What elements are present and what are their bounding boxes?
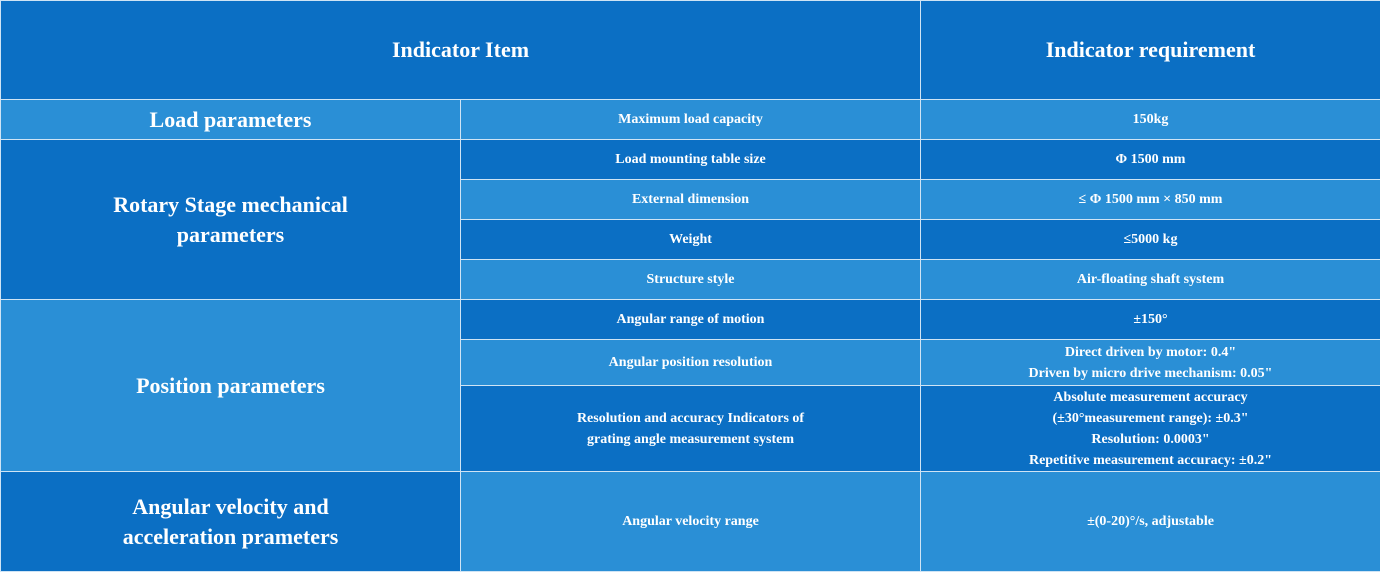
header-indicator-item: Indicator Item: [1, 1, 921, 100]
category-rotary-line-1: Rotary Stage mechanical: [7, 190, 454, 220]
category-angular-velocity: [1, 472, 461, 572]
item-angular-velocity: Angular velocity range: [461, 472, 921, 572]
category-load-parameters: Load parameters: [1, 100, 461, 140]
value-angular-range: ±150°: [921, 300, 1380, 340]
category-rotary-line-2: parameters: [7, 220, 454, 250]
item-angular-range: Angular range of motion: [461, 300, 921, 340]
item-structure-style: Structure style: [461, 260, 921, 300]
value-grating-line-4: Repetitive measurement accuracy: ±0.2": [927, 450, 1374, 471]
category-rotary-stage: [1, 140, 461, 300]
item-grating-line-2: grating angle measurement system: [467, 429, 914, 450]
item-external-dimension: External dimension: [461, 180, 921, 220]
item-table-size: Load mounting table size: [461, 140, 921, 180]
category-position-parameters: Position parameters: [1, 300, 461, 472]
value-max-load: 150kg: [921, 100, 1380, 140]
category-velocity-line-2: acceleration prameters: [7, 522, 454, 552]
value-weight: ≤5000 kg: [921, 220, 1380, 260]
category-velocity-line-1: Angular velocity and: [7, 492, 454, 522]
item-grating-line-1: Resolution and accuracy Indicators of: [467, 408, 914, 429]
table-row: [1, 100, 1380, 140]
value-grating-line-2: (±30°measurement range): ±0.3": [927, 408, 1374, 429]
value-table-size: Φ 1500 mm: [921, 140, 1380, 180]
value-grating-line-3: Resolution: 0.0003": [927, 429, 1374, 450]
header-row: [1, 1, 1380, 100]
value-grating-line-1: Absolute measurement accuracy: [927, 387, 1374, 408]
value-angular-velocity: ±(0-20)°/s, adjustable: [921, 472, 1380, 572]
table-row: [1, 472, 1380, 572]
item-grating-indicators: [461, 386, 921, 472]
value-angular-resolution: [921, 340, 1380, 386]
value-angular-resolution-line-1: Direct driven by motor: 0.4": [927, 342, 1374, 363]
value-structure-style: Air-floating shaft system: [921, 260, 1380, 300]
table-row: [1, 300, 1380, 340]
item-max-load: Maximum load capacity: [461, 100, 921, 140]
value-external-dimension: ≤ Φ 1500 mm × 850 mm: [921, 180, 1380, 220]
value-grating-indicators: [921, 386, 1380, 472]
header-indicator-requirement: Indicator requirement: [921, 1, 1380, 100]
item-weight: Weight: [461, 220, 921, 260]
table-row: [1, 140, 1380, 180]
value-angular-resolution-line-2: Driven by micro drive mechanism: 0.05": [927, 363, 1374, 384]
item-angular-resolution: Angular position resolution: [461, 340, 921, 386]
